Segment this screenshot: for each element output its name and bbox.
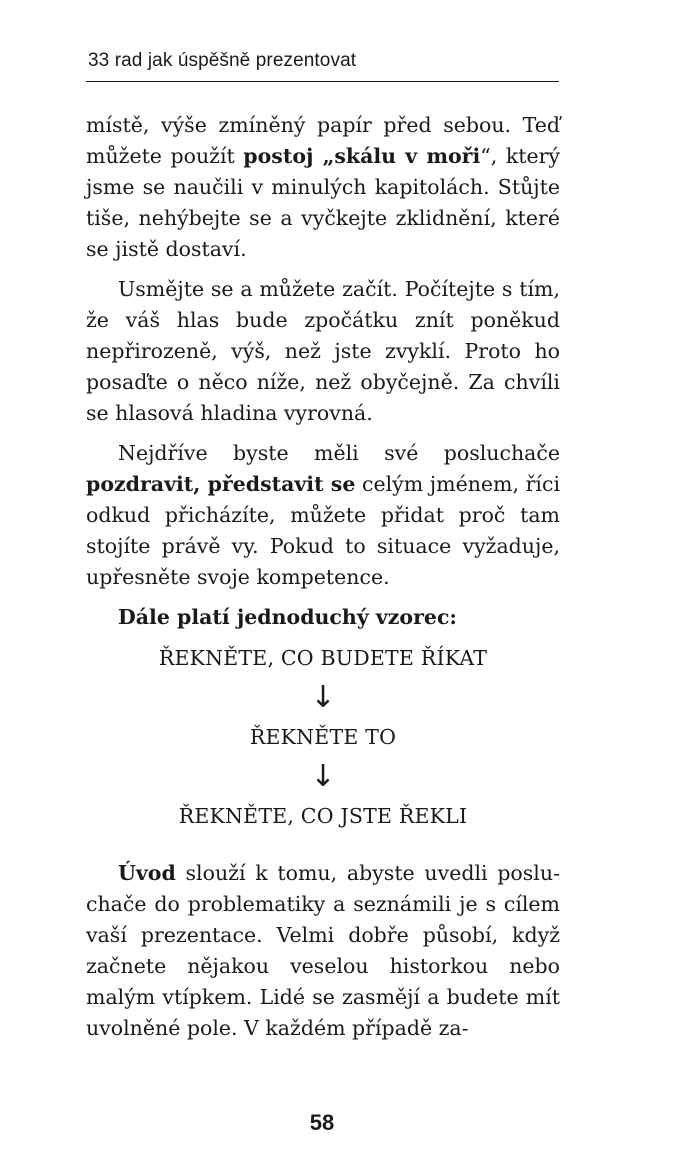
header-rule: [86, 81, 559, 82]
formula-line-3: ŘEKNĚTE, CO JSTE ŘEKLI: [178, 804, 468, 828]
down-arrow-icon: ↓: [310, 680, 336, 715]
paragraph-3-bold: pozdravit, představit se: [86, 472, 356, 496]
down-arrow-icon: ↓: [310, 759, 336, 794]
formula-subheading: Dále platí jednoduchý vzorec:: [118, 605, 457, 629]
paragraph-4: [86, 858, 560, 1044]
paragraph-3-text-a: Nejdříve byste měli své posluchače: [118, 441, 560, 465]
paragraph-3-text-b: celým jménem, říci odkud přicházíte, můžete přidat proč tam stojíte právě vy. Pokud to situace vyžaduje, upřesněte svoje kompetence.: [86, 472, 561, 589]
formula-line-1: ŘEKNĚTE, CO BUDETE ŘÍKAT: [158, 646, 488, 670]
spacer: [86, 832, 560, 858]
page-body: [86, 110, 560, 1053]
paragraph-3: [86, 438, 560, 593]
paragraph-4-bold: Úvod: [118, 861, 176, 885]
formula-line-2: ŘEKNĚTE TO: [249, 725, 397, 749]
paragraph-1-text-a: místě, výše zmíněný papír před sebou. Teď můžete použít: [86, 113, 560, 168]
paragraph-1-bold: postoj „skálu v moři: [243, 144, 481, 168]
paragraph-1-text-b: “, který jsme se naučili v minulých kapitolách. Stůjte tiše, nehýbejte se a vyčkejte zklidnění, které se jistě dostaví.: [86, 144, 560, 261]
paragraph-4-text: slouží k tomu, abyste uvedli posluchače do problematiky a seznámili je s cílem vaší prezentace. Velmi dobře působí, když začnete nějakou veselou historkou nebo malým vtípkem. Lidé se zasmějí a budete mít uvolněné pole. V každém případě za-: [86, 861, 560, 1040]
running-head-title: 33 rad jak úspěšně prezentovat: [88, 50, 357, 71]
page-number: 58: [309, 1110, 335, 1135]
formula-block: [86, 643, 560, 832]
paragraph-2: [86, 274, 560, 429]
paragraph-2-text: Usmějte se a můžete začít. Počítejte s tím, že váš hlas bude zpočátku znít poněkud nepřirozeně, výš, než jste zvyklí. Proto ho posaďte o něco níže, než obyčejně. Za chvíli se hlasová hladina vyrovná.: [86, 277, 560, 425]
paragraph-1: [86, 110, 560, 265]
